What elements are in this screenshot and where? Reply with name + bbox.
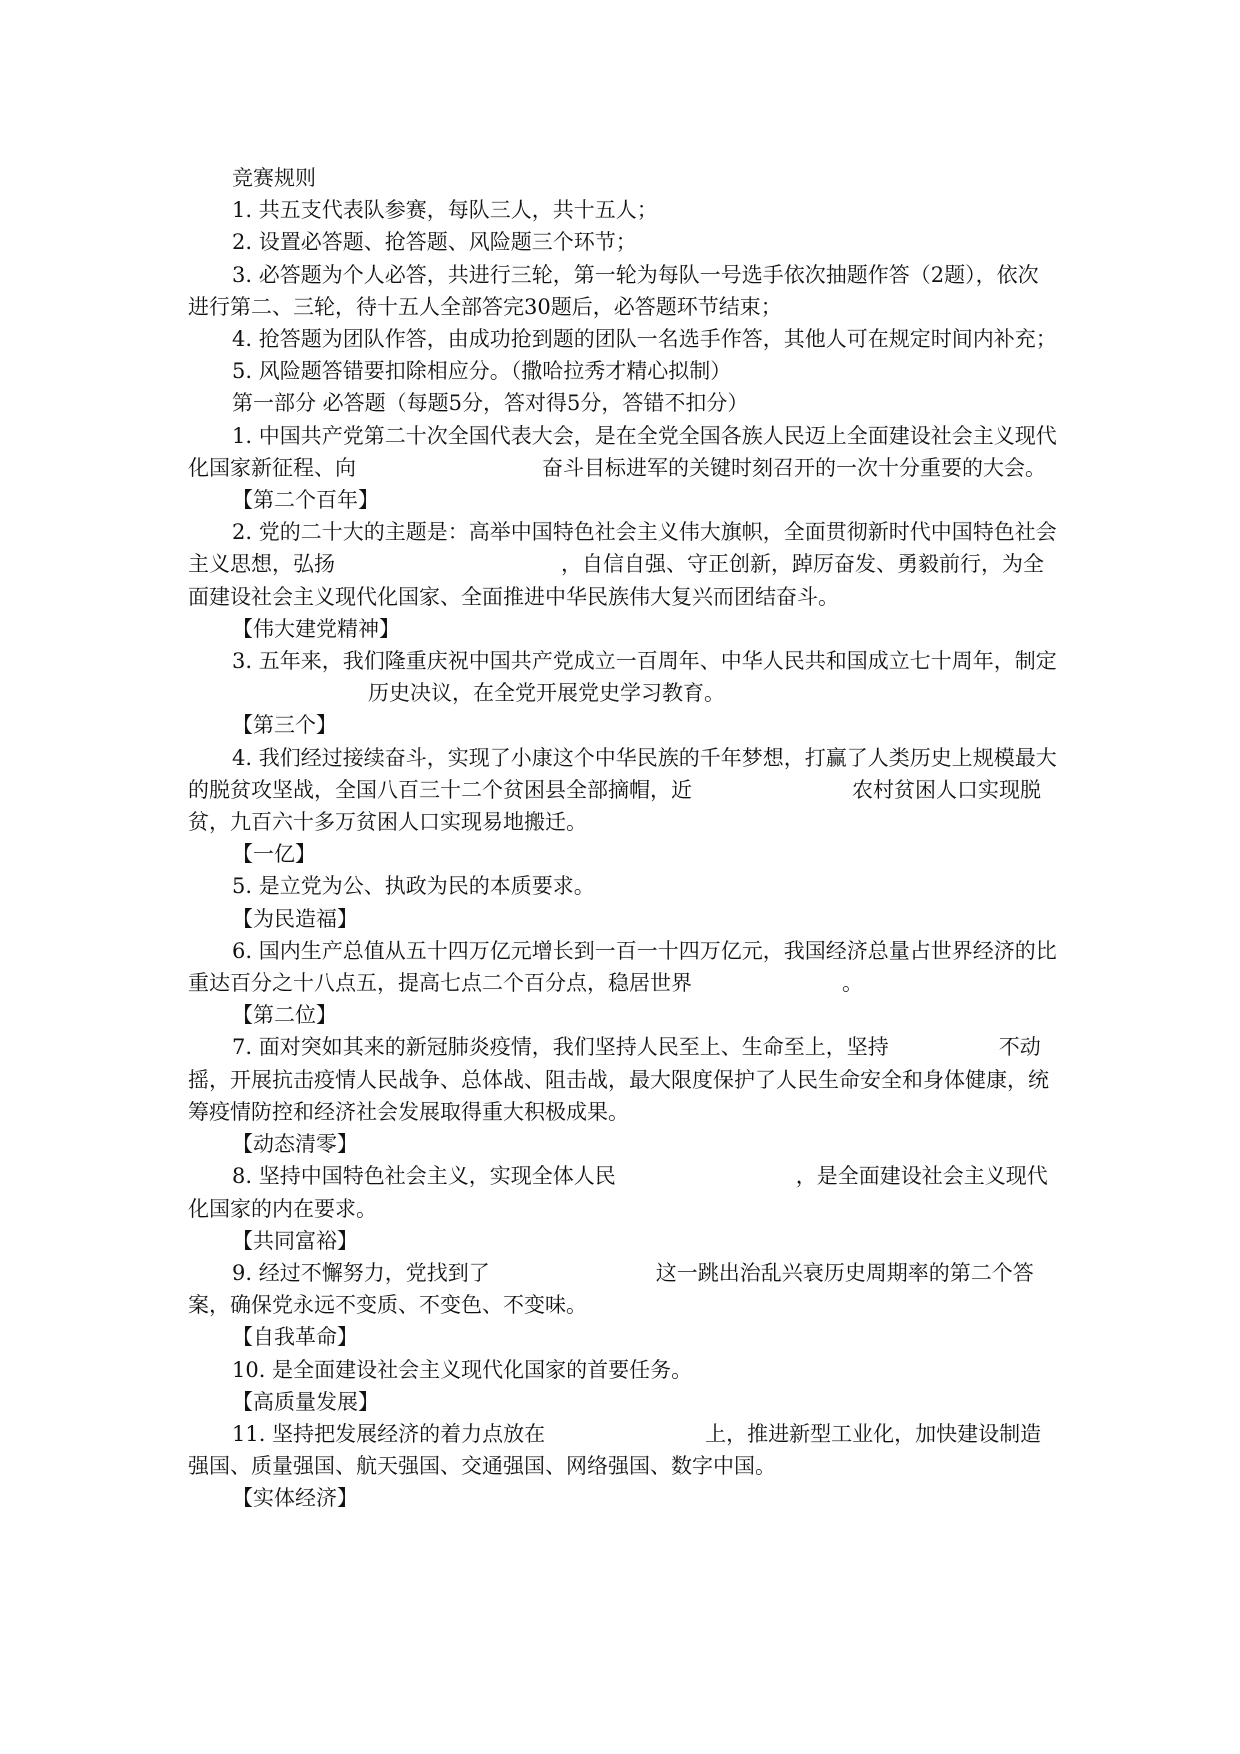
answer-text: 【伟大建党精神】 bbox=[232, 616, 400, 641]
question-text: 6. 国内生产总值从五十四万亿元增长到一百一十四万亿元，我国经济总量占世界经济的比重达百分之十八点五，提高七点二个百分点，稳居世界 。 bbox=[188, 938, 1057, 996]
rules-title: 竞赛规则 bbox=[232, 166, 316, 190]
answer-text: 【自我革命】 bbox=[232, 1325, 358, 1350]
question-text: 8. 坚持中国特色社会主义，实现全体人民 ，是全面建设社会主义现代化国家的内在要求。 bbox=[188, 1164, 1048, 1221]
answer-text: 【动态清零】 bbox=[232, 1132, 358, 1157]
question-text: 9. 经过不懈努力，党找到了 这一跳出治乱兴衰历史周期率的第二个答案，确保党永远不变质、不变色、不变味。 bbox=[188, 1260, 1034, 1318]
answer-text: 【一亿】 bbox=[232, 842, 316, 867]
question-text: 10. 是全面建设社会主义现代化国家的首要任务。 bbox=[232, 1357, 693, 1382]
answer-text: 【实体经济】 bbox=[232, 1486, 358, 1511]
answer-text: 【第二个百年】 bbox=[232, 488, 379, 513]
rule-item: 2. 设置必答题、抢答题、风险题三个环节； bbox=[232, 230, 637, 255]
rule-item: 5. 风险题答错要扣除相应分。（撒哈拉秀才精心拟制） bbox=[232, 359, 732, 384]
rule-item: 1. 共五支代表队参赛，每队三人，共十五人； bbox=[232, 198, 658, 223]
question-text: 7. 面对突如其来的新冠肺炎疫情，我们坚持人民至上、生命至上，坚持 不动摇，开展抗击疫情人民战争、总体战、阻击战，最大限度保护了人民生命安全和身体健康，统筹疫情防控和经济社会发展取得重大积极成果。 bbox=[188, 1035, 1049, 1124]
document-body bbox=[188, 162, 1058, 1515]
answer-text: 【第二位】 bbox=[232, 1003, 337, 1028]
rule-item: 4. 抢答题为团队作答，由成功抢到题的团队一名选手作答，其他人可在规定时间内补充； bbox=[232, 327, 1057, 352]
answer-text: 【共同富裕】 bbox=[232, 1228, 358, 1253]
question-text: 3. 五年来，我们隆重庆祝中国共产党成立一百周年、中华人民共和国成立七十周年，制定历史决议，在全党开展党史学习教育。 bbox=[232, 649, 1057, 706]
question-text: 11. 坚持把发展经济的着力点放在 上，推进新型工业化，加快建设制造强国、质量强国、航天强国、交通强国、网络强国、数字中国。 bbox=[188, 1421, 1042, 1479]
question-text: 2. 党的二十大的主题是：高举中国特色社会主义伟大旗帜，全面贯彻新时代中国特色社会主义思想，弘扬 ，自信自强、守正创新，踔厉奋发、勇毅前行，为全面建设社会主义现代化国家、全面推进中华民族伟大复兴而团结奋斗。 bbox=[188, 520, 1057, 609]
answer-text: 【为民造福】 bbox=[232, 906, 358, 931]
answer-text: 【第三个】 bbox=[232, 713, 337, 738]
question-text: 5. 是立党为公、执政为民的本质要求。 bbox=[232, 874, 595, 899]
rule-item: 3. 必答题为个人必答，共进行三轮，第一轮为每队一号选手依次抽题作答（2题），依次进行第二、三轮，待十五人全部答完30题后，必答题环节结束； bbox=[188, 262, 1039, 319]
answer-text: 【高质量发展】 bbox=[232, 1389, 379, 1414]
section-heading: 第一部分 必答题（每题5分，答对得5分，答错不扣分） bbox=[232, 391, 749, 416]
question-text: 4. 我们经过接续奋斗，实现了小康这个中华民族的千年梦想，打赢了人类历史上规模最大的脱贫攻坚战，全国八百三十二个贫困县全部摘帽，近 农村贫困人口实现脱贫，九百六十多万贫困人口实现易地搬迁。 bbox=[188, 745, 1057, 835]
question-text: 1. 中国共产党第二十次全国代表大会，是在全党全国各族人民迈上全面建设社会主义现代化国家新征程、向 奋斗目标进军的关键时刻召开的一次十分重要的大会。 bbox=[188, 423, 1057, 480]
